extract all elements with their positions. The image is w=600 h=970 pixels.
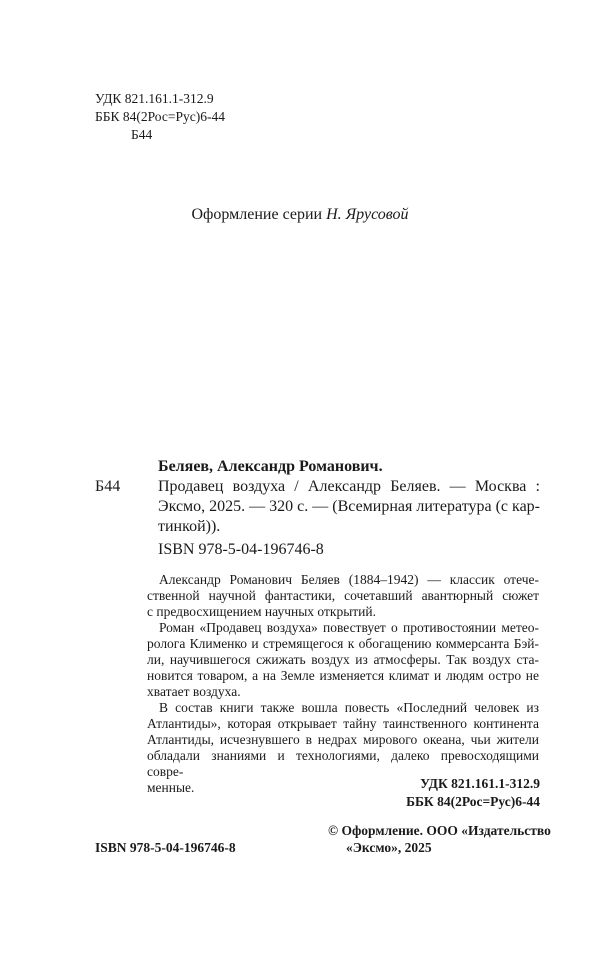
author-mark-top: Б44 [131,127,153,142]
catalog-description [158,477,540,537]
series-designer-name: Н. Ярусовой [326,206,409,223]
annotation [147,572,539,796]
copyright-line-1: © Оформление. ООО «Издательство [328,823,551,838]
catalog-author-heading: Беляев, Александр Романович. [158,458,383,475]
annotation-line: обладали знаниями и технологиями, далеко превосходящими совре- [147,748,539,779]
bbk-code-bottom: ББК 84(2Рос=Рус)6-44 [406,794,540,809]
footer-isbn: ISBN 978-5-04-196746-8 [95,840,236,855]
copyright-line-2: «Эксмо», 2025 [346,840,432,855]
annotation-line: Роман «Продавец воздуха» повествует о противостоянии метео- [159,620,539,635]
annotation-line: ственной научной фантастики, сочетавший авантюрный сюжет [147,588,539,603]
annotation-line: ли, научившегося сжижать воздух из атмосферы. Так воздух ста- [147,652,539,667]
catalog-isbn: ISBN 978-5-04-196746-8 [158,541,324,558]
annotation-line: новится товаром, а на Земле изменяется климат и людям остро не [147,668,539,683]
catalog-description-line: тинкой)). [158,518,221,535]
annotation-line: В состав книги также вошла повесть «Последний человек из [159,700,539,715]
annotation-line: Атлантиды, исчезнувшего в недрах мирового океана, чьи жители [147,732,539,747]
annotation-line: менные. [147,780,195,795]
annotation-line: хватает воздуха. [147,684,241,699]
annotation-line: ролога Клименко и стремящегося к обогащению коммерсанта Бэй- [147,636,539,651]
catalog-description-line: Эксмо, 2025. — 320 с. — (Всемирная литература (с кар- [158,498,540,515]
series-design-credit [0,205,600,225]
annotation-line: Александр Романович Беляев (1884–1942) — классик отече- [159,572,539,587]
udk-code-top: УДК 821.161.1-312.9 [95,91,214,106]
annotation-line: с предвосхищением научных открытий. [147,604,376,619]
bbk-code-top: ББК 84(2Рос=Рус)6-44 [95,109,225,124]
catalog-description-line: Продавец воздуха / Александр Беляев. — Москва : [158,478,540,495]
catalog-author-mark: Б44 [95,478,121,495]
annotation-line: Атлантиды», которая открывает тайну таинственного континента [147,716,539,731]
series-design-prefix: Оформление серии [191,206,323,223]
udk-code-bottom: УДК 821.161.1-312.9 [420,776,540,791]
